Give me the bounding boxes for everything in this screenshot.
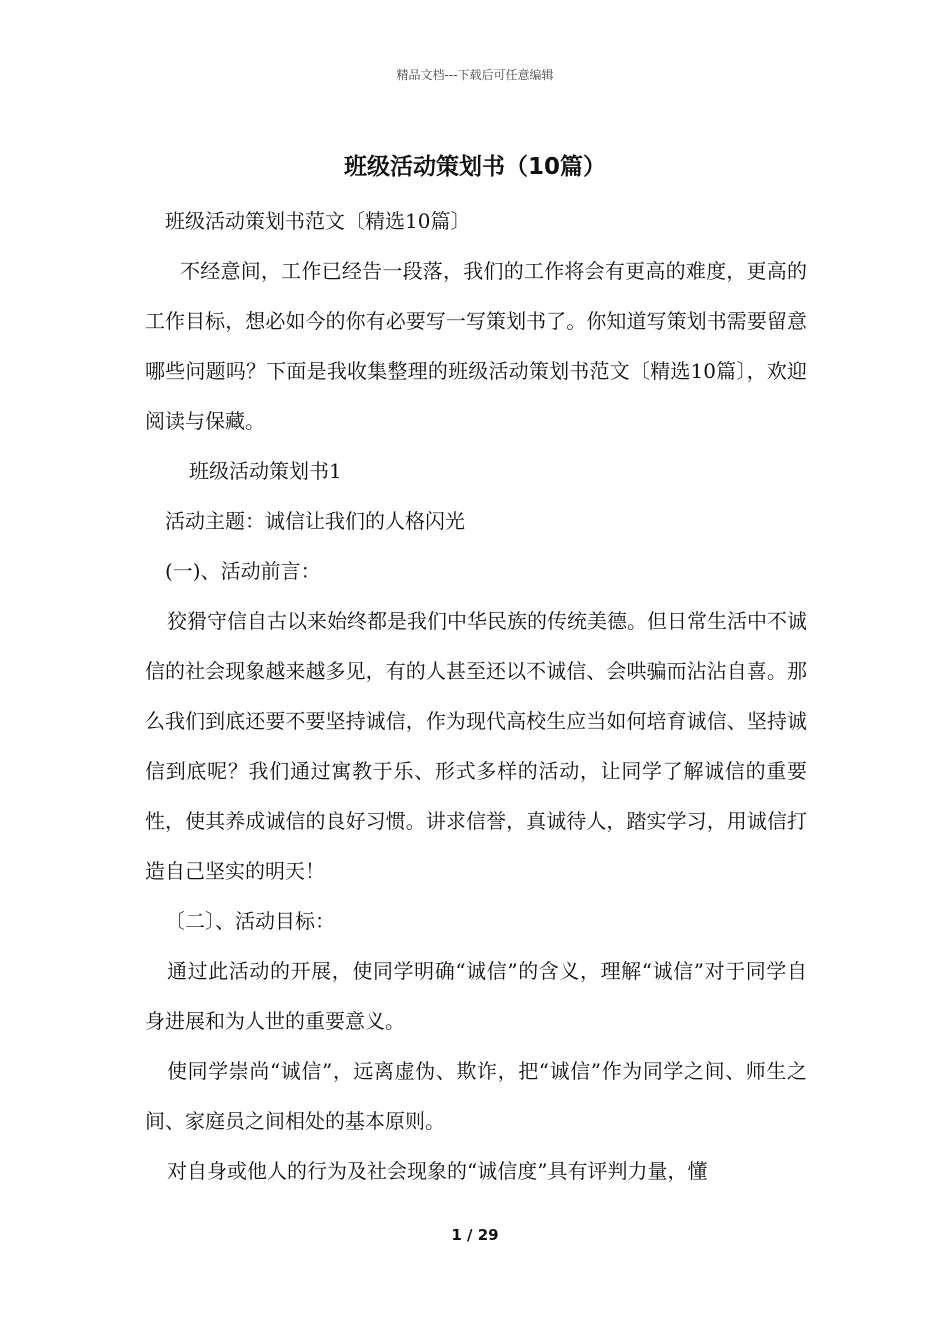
part-heading-foreword: (一)、活动前言： — [165, 559, 321, 583]
document-title: 班级活动策划书（10篇） — [343, 154, 606, 180]
section-heading: 班级活动策划书1 — [189, 459, 342, 483]
goal-paragraph-2: 使同学崇尚“诚信”，远离虚伪、欺诈，把“诚信”作为同学之间、师生之间、家庭员之间相处的基本原则。 — [145, 1059, 807, 1133]
activity-theme: 活动主题：诚信让我们的人格闪光 — [165, 509, 465, 533]
foreword-paragraph: 狡猾守信自古以来始终都是我们中华民族的传统美德。但日常生活中不诚信的社会现象越来越多见，有的人甚至还以不诚信、会哄骗而沾沾自喜。那么我们到底还要不要坚持诚信，作为现代高校生应当如何培育诚信、坚持诚信到底呢？我们通过寓教于乐、形式多样的活动，让同学了解诚信的重要性，使其养成诚信的良好习惯。讲求信誉，真诚待人，踏实学习，用诚信打造自己坚实的明天！ — [145, 609, 807, 883]
document-subtitle: 班级活动策划书范文〔精选10篇〕 — [165, 209, 471, 233]
page-number: 1 / 29 — [451, 1226, 499, 1244]
intro-paragraph: 不经意间，工作已经告一段落，我们的工作将会有更高的难度，更高的工作目标，想必如今的你有必要写一写策划书了。你知道写策划书需要留意哪些问题吗？下面是我收集整理的班级活动策划书范文〔精选10篇〕，欢迎阅读与保藏。 — [145, 259, 807, 433]
part-heading-goals: 〔二〕、活动目标： — [165, 909, 335, 933]
goal-paragraph-3: 对自身或他人的行为及社会现象的“诚信度”具有评判力量，懂 — [167, 1159, 708, 1183]
goal-paragraph-1: 通过此活动的开展，使同学明确“诚信”的含义，理解“诚信”对于同学自身进展和为人世的重要意义。 — [145, 959, 807, 1033]
document-body — [145, 196, 807, 1196]
document-header-note: 精品文档---下载后可任意编辑 — [396, 68, 554, 82]
